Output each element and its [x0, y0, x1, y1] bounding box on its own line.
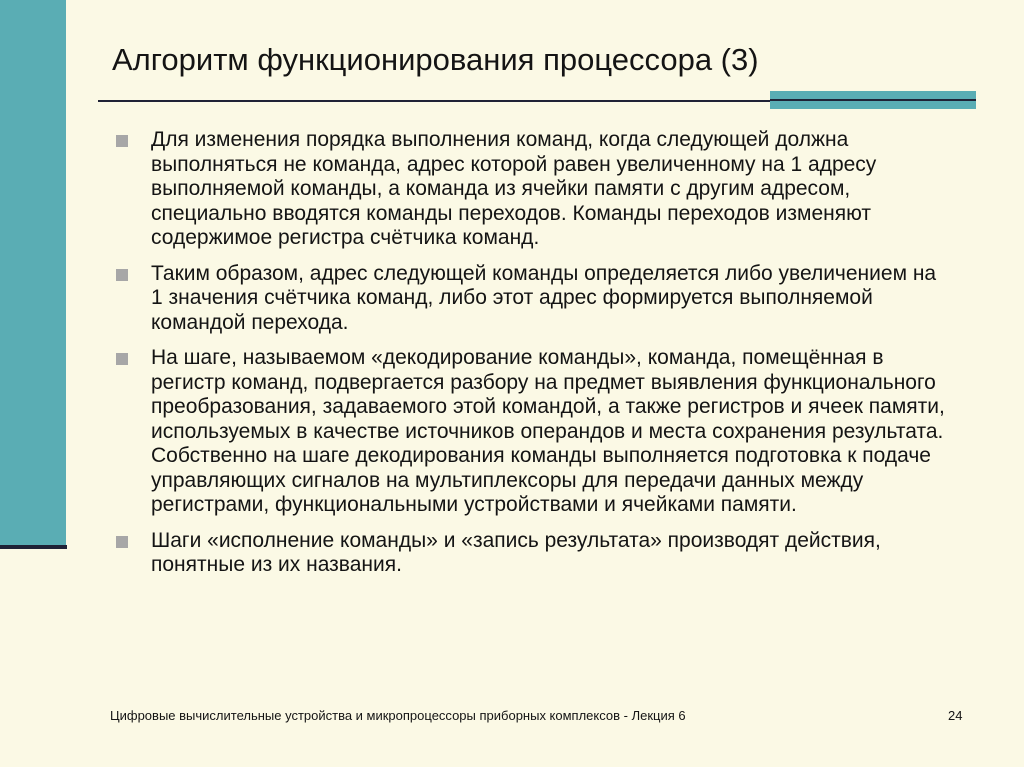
square-bullet-icon — [116, 269, 128, 281]
bullet-text: Таким образом, адрес следующей команды определяется либо увеличением на 1 значения счётчика команд, либо этот адрес формируется выполняемой командой перехода. — [151, 261, 937, 334]
page-number: 24 — [948, 708, 963, 723]
left-accent-bar — [0, 0, 66, 546]
slide-title: Алгоритм функционирования процессора (3) — [112, 42, 759, 77]
bullet-text: На шаге, называемом «декодирование команды», команда, помещённая в регистр команд, подвергается разбору на предмет выявления функционального преобразования, задаваемого этой командой, а также регистров и ячеек памяти, используемых в качестве источников операндов и места сохранения результата. Собственно на шаге декодирования команды выполняется подготовка к подаче управляющих сигналов на мультиплексоры для передачи данных между регистрами, функциональными устройствами и ячейками памяти. — [151, 346, 945, 516]
bullet-list — [116, 128, 946, 589]
square-bullet-icon — [116, 536, 128, 548]
bullet-item — [116, 128, 946, 251]
bullet-item — [116, 529, 946, 578]
square-bullet-icon — [116, 135, 128, 147]
bullet-item — [116, 262, 946, 336]
bullet-text: Для изменения порядка выполнения команд, когда следующей должна выполняться не команда, адрес которой равен увеличенному на 1 адресу выполняемой команды, а команда из ячейки памяти с другим адресом, специально вводятся команды переходов. Команды переходов изменяют содержимое регистра счётчика команд. — [151, 128, 877, 249]
bullet-item — [116, 346, 946, 518]
bullet-text: Шаги «исполнение команды» и «запись результата» производят действия, понятные из их названия. — [151, 528, 881, 576]
slide-footer: Цифровые вычислительные устройства и микропроцессоры приборных комплексов - Лекция 6 — [110, 708, 686, 723]
title-accent-line — [770, 99, 976, 101]
square-bullet-icon — [116, 353, 128, 365]
left-accent-underline — [0, 545, 67, 549]
